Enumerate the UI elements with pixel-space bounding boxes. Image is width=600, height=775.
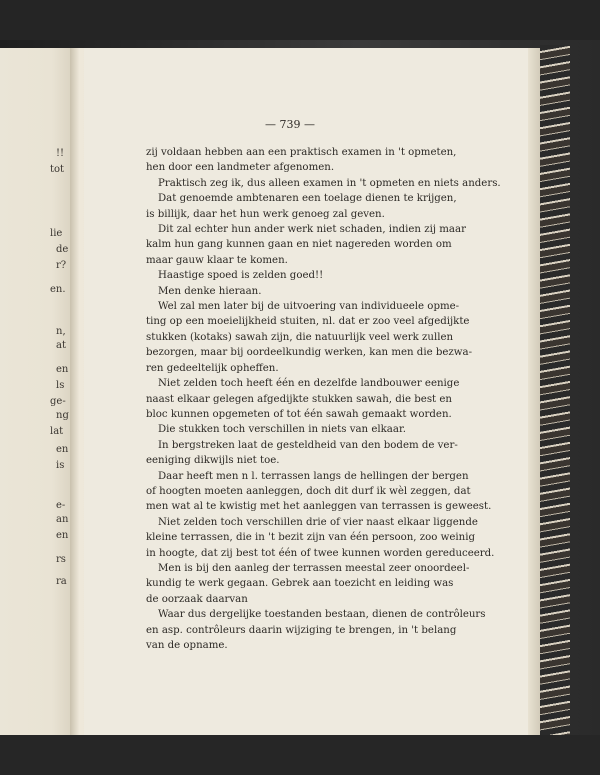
text-line: en asp. contrôleurs daarin wijziging te brengen, in 't belang <box>146 624 457 636</box>
text-line: Haastige spoed is zelden goed!! <box>158 270 324 282</box>
text-line: bloc kunnen opgemeten of tot één sawah gemaakt worden. <box>146 408 452 420</box>
text-line: Dat genoemde ambtenaren een toelage dienen te krijgen, <box>158 193 457 205</box>
left-page-fragment: at <box>56 340 66 351</box>
text-line: Daar heeft men n l. terrassen langs de hellingen der bergen <box>158 470 469 482</box>
text-line: Wel zal men later bij de uitvoering van individueele opme- <box>158 301 460 313</box>
text-line: Praktisch zeg ik, dus alleen examen in 't opmeten en niets anders. <box>158 177 501 189</box>
left-page-fragment: en <box>56 530 69 541</box>
left-page-fragment: e- <box>56 500 66 511</box>
left-page-fragment: an <box>56 514 69 525</box>
text-line: ting op een moeielijkheid stuiten, nl. dat er zoo veel afgedijkte <box>146 316 470 328</box>
text-line: of hoogten moeten aanleggen, doch dit durf ik wèl zeggen, dat <box>146 485 471 497</box>
text-line: bezorgen, maar bij oordeelkundig werken, kan men die bezwa- <box>146 347 473 359</box>
left-page-fragment: ls <box>56 380 65 391</box>
text-line: Men denke hieraan. <box>158 285 262 297</box>
page-number: — 739 — <box>265 118 315 131</box>
left-page-fragment: en <box>56 444 69 455</box>
left-page-fragment: ng <box>56 410 69 421</box>
left-page <box>0 48 74 738</box>
text-line: In bergstreken laat de gesteldheid van den bodem de ver- <box>158 439 458 451</box>
text-line: stukken (kotaks) sawah zijn, die natuurlijk veel werk zullen <box>146 331 454 343</box>
text-line: maar gauw klaar te komen. <box>146 254 288 266</box>
text-line: kundig te werk gegaan. Gebrek aan toezicht en leiding was <box>146 578 454 590</box>
text-line: hen door een landmeter afgenomen. <box>146 162 335 174</box>
body-text <box>146 145 501 653</box>
text-line: ren gedeeltelijk opheffen. <box>146 362 279 374</box>
left-page-fragment: r? <box>56 260 67 271</box>
left-page-fragment: de <box>56 244 69 255</box>
left-page-fragment: en. <box>50 284 66 295</box>
scanner-bottom-edge <box>0 735 600 775</box>
text-line: van de opname. <box>146 640 228 651</box>
left-page-fragment: ra <box>56 576 67 587</box>
text-line: Niet zelden toch heeft één en dezelfde landbouwer eenige <box>158 378 460 390</box>
left-page-fragment: lie <box>50 228 63 239</box>
text-line: kleine terrassen, die in 't bezit zijn van één persoon, zoo weinig <box>146 532 475 544</box>
text-line: Niet zelden toch verschillen drie of vier naast elkaar liggende <box>158 516 478 528</box>
left-page-fragment: lat <box>50 426 64 437</box>
text-line: de oorzaak daarvan <box>146 593 248 605</box>
left-page-fragment: is <box>56 460 65 471</box>
text-line: Dit zal echter hun ander werk niet schaden, indien zij maar <box>158 224 466 236</box>
left-page-fragment: n, <box>56 326 66 337</box>
text-line: eeniging dikwijls niet toe. <box>146 455 280 467</box>
left-page-fragment: !! <box>56 148 65 159</box>
left-page-fragment: en <box>56 364 69 375</box>
text-line: zij voldaan hebben aan een praktisch examen in 't opmeten, <box>146 147 457 158</box>
scanner-top-edge <box>0 0 600 40</box>
text-line: kalm hun gang kunnen gaan en niet nagereden worden om <box>146 239 452 251</box>
text-line: naast elkaar gelegen afgedijkte stukken sawah, die best en <box>146 393 452 405</box>
text-line: men wat al te kwistig met het aanleggen van terrassen is geweest. <box>146 501 492 513</box>
text-line: Die stukken toch verschillen in niets van elkaar. <box>158 424 406 436</box>
text-line: Men is bij den aanleg der terrassen meestal zeer onoordeel- <box>158 562 470 574</box>
left-page-fragment: rs <box>56 554 66 565</box>
left-page-fragment: ge- <box>50 396 66 407</box>
left-page-fragment: tot <box>50 164 65 175</box>
text-line: in hoogte, dat zij best tot één of twee kunnen worden gereduceerd. <box>146 547 495 559</box>
marbled-cover <box>540 45 570 745</box>
text-line: Waar dus dergelijke toestanden bestaan, dienen de contrôleurs <box>158 609 486 621</box>
text-line: is billijk, daar het hun werk genoeg zal geven. <box>146 208 385 220</box>
